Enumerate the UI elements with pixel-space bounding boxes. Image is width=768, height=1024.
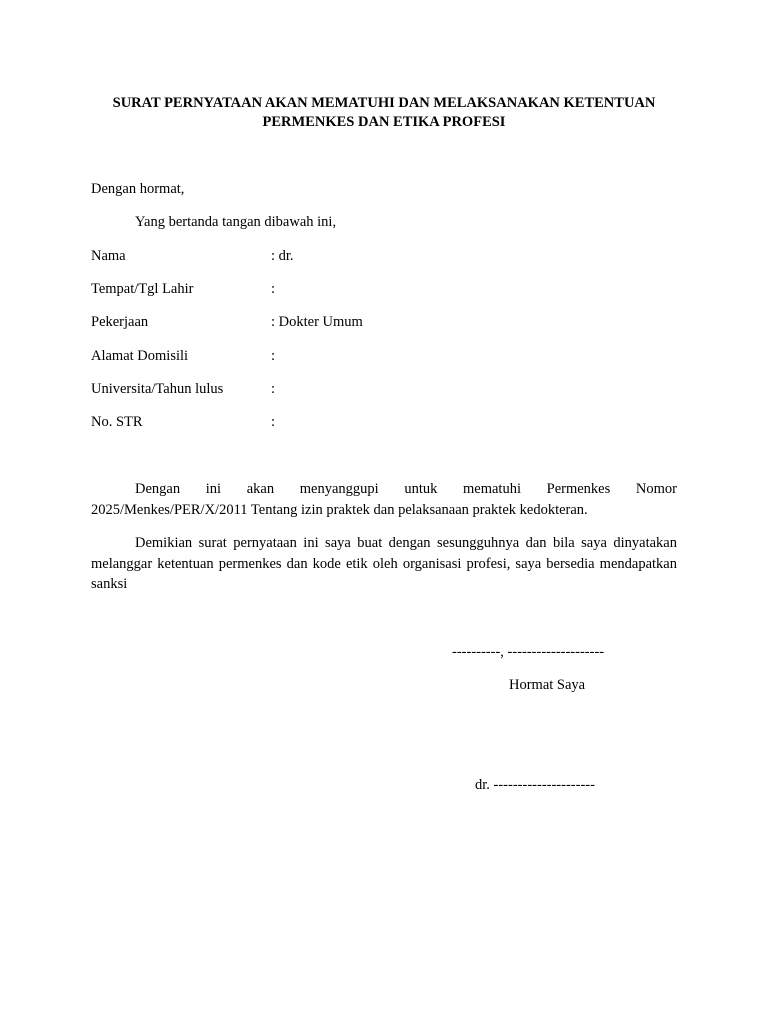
field-label-alamat-domisili: Alamat Domisili [91, 348, 189, 364]
field-value-tempat-tgl-lahir: : [271, 281, 276, 297]
closing-salutation: Hormat Saya [509, 677, 586, 693]
field-value-pekerjaan: : Dokter Umum [271, 314, 363, 330]
field-value-no-str: : [271, 414, 276, 430]
field-value-universitas: : [271, 381, 276, 397]
title-line-1: SURAT PERNYATAAN AKAN MEMATUHI DAN MELAKSANAKAN KETENTUAN [112, 95, 656, 111]
field-value-alamat-domisili: : [271, 348, 276, 364]
greeting: Dengan hormat, [91, 181, 185, 197]
field-value-nama: : dr. [271, 248, 294, 264]
field-label-pekerjaan: Pekerjaan [91, 314, 149, 330]
intro-line: Yang bertanda tangan dibawah ini, [135, 214, 337, 230]
document-title [91, 94, 677, 132]
field-label-no-str: No. STR [91, 414, 143, 430]
place-date-line: ----------, -------------------- [452, 644, 605, 660]
closing-paragraph: Demikian surat pernyataan ini saya buat dengan sesungguhnya dan bila saya dinyatakan melanggar ketentuan permenkes dan kode etik oleh organisasi profesi, saya bersedia mendapatkan sanksi [91, 535, 677, 592]
field-label-tempat-tgl-lahir: Tempat/Tgl Lahir [91, 281, 194, 297]
field-label-nama: Nama [91, 248, 126, 264]
title-line-2: PERMENKES DAN ETIKA PROFESI [262, 114, 506, 130]
field-label-universitas: Universita/Tahun lulus [91, 381, 224, 397]
signature-line: dr. --------------------- [475, 777, 595, 793]
statement-paragraph: Dengan ini akan menyanggupi untuk mematuhi Permenkes Nomor 2025/Menkes/PER/X/2011 Tentang izin praktek dan pelaksanaan praktek kedokteran. [91, 481, 677, 518]
